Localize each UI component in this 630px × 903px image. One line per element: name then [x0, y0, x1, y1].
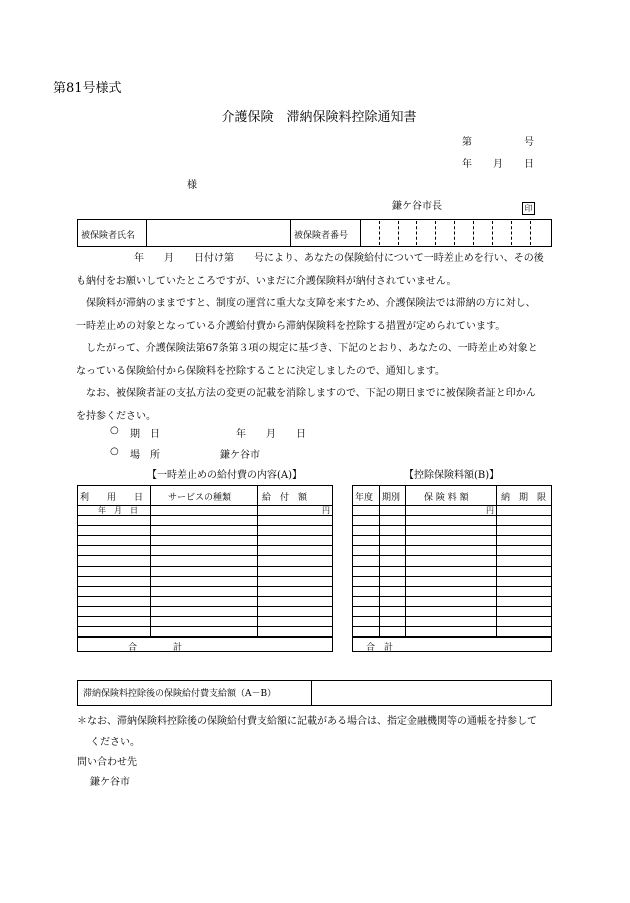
- table-a-total-label: 合 計: [128, 643, 183, 653]
- table-b-row-line: [352, 626, 552, 627]
- table-b-row-line: [352, 636, 552, 637]
- table-a-col-service: サービスの種類: [168, 493, 232, 503]
- table-b-row-line: [352, 555, 552, 556]
- contact-value: 鎌ケ谷市: [90, 777, 130, 788]
- table-b-total-label: 合 計: [366, 643, 394, 653]
- table-a-row-line: [77, 576, 333, 577]
- body-p1-line2: も納付をお願いしていたところですが、いまだに介護保険料が納付されていません。: [76, 275, 457, 287]
- table-a-row-line: [77, 525, 333, 526]
- payment-amount-label: 滞納保険料控除後の保険給付費支給額（A－B）: [83, 689, 277, 699]
- addressee-suffix: 様: [187, 180, 197, 191]
- note-line1: ＊なお、滞納保険料控除後の保険給付費支給額に記載がある場合は、指定金融機関等の通帳を持参して: [77, 716, 537, 727]
- doc-no-prefix: 第: [462, 137, 472, 148]
- table-b-row-line: [352, 545, 552, 546]
- body-p2-line2: 一時差止めの対象となっている介護給付費から滞納保険料を控除する措置が定められています。: [76, 320, 506, 332]
- body-p3-line1: したがって、介護保険法第67条第３項の規定に基づき、下記のとおり、あなたの、一時差止め対象と: [86, 343, 538, 354]
- table-a-row-line: [77, 626, 333, 627]
- table-b-heading: 【控除保険料額(B)】: [404, 470, 500, 481]
- table-b-row-line: [352, 596, 552, 597]
- table-b-row-line: [352, 576, 552, 577]
- body-p4-line1: なお、被保険者証の支払方法の変更の記載を消除しますので、下記の期日までに被保険者証と印かん: [86, 388, 536, 399]
- date-month: 月: [493, 159, 503, 170]
- table-a-row-line: [77, 636, 333, 637]
- seal-char: 印: [522, 202, 535, 215]
- body-p4-line2: を持参ください。: [76, 410, 156, 422]
- date-year: 年: [462, 159, 472, 170]
- insured-number-label: 被保険者番号: [294, 231, 349, 241]
- table-a-col-amount: 給 付 額: [262, 493, 308, 503]
- deadline-label: 期 日: [130, 429, 160, 440]
- table-a-row-line: [77, 545, 333, 546]
- insured-name-label: 被保険者氏名: [81, 231, 136, 241]
- table-a-date-units: 年 月 日: [98, 506, 138, 515]
- table-b-row-line: [352, 586, 552, 587]
- table-a-row-line: [77, 566, 333, 567]
- table-a-row-line: [77, 596, 333, 597]
- table-b-row-line: [352, 515, 552, 516]
- body-p3-line2: なっている保険給付から保険料を控除することに決定しましたので、通知します。: [76, 365, 445, 377]
- table-b-col-deadline: 納 期 限: [501, 493, 547, 503]
- deadline-value: 年 月 日: [236, 429, 306, 440]
- table-a-row-line: [77, 606, 333, 607]
- table-b-col-year: 年度: [355, 493, 374, 503]
- table-a-row-line: [77, 586, 333, 587]
- table-b-col-period: 期別: [382, 493, 401, 503]
- table-a-yen-unit: 円: [322, 506, 330, 515]
- form-number: 第81号様式: [53, 81, 122, 96]
- table-b-row-line: [352, 566, 552, 567]
- document-title: 介護保険 滞納保険料控除通知書: [221, 110, 417, 125]
- place-label: 場 所: [130, 450, 160, 461]
- table-a-heading: 【一時差止めの給付費の内容(A)】: [147, 470, 303, 481]
- doc-no-suffix: 号: [524, 137, 534, 148]
- place-value: 鎌ケ谷市: [220, 450, 260, 461]
- body-text: [76, 248, 556, 428]
- table-a-col-date: 利 用 日: [80, 493, 144, 503]
- note-line2: ください。: [90, 737, 140, 748]
- date-day: 日: [524, 159, 534, 170]
- table-a-row-line: [77, 616, 333, 617]
- body-p2-line1: 保険料が滞納のままですと、制度の運営に重大な支障を来すため、介護保険法では滞納の方に対し、: [86, 298, 536, 309]
- body-p1-line1: 年 月 日付け第 号により、あなたの保険給付について一時差止めを行い、その後: [124, 253, 544, 264]
- table-b-row-line: [352, 606, 552, 607]
- contact-label: 問い合わせ先: [77, 757, 137, 768]
- table-b-row-line: [352, 535, 552, 536]
- table-b-row-line: [352, 616, 552, 617]
- table-a-row-line: [77, 555, 333, 556]
- table-a-row-line: [77, 515, 333, 516]
- issuer-name: 鎌ケ谷市長: [392, 201, 442, 212]
- table-b-row-line: [352, 525, 552, 526]
- table-b-yen-unit: 円: [486, 506, 494, 515]
- bullet: ○: [110, 425, 119, 436]
- bullet: ○: [110, 446, 119, 457]
- table-b-col-premium: 保 険 料 額: [424, 493, 469, 503]
- table-a-row-line: [77, 535, 333, 536]
- seal-mark: [522, 196, 535, 215]
